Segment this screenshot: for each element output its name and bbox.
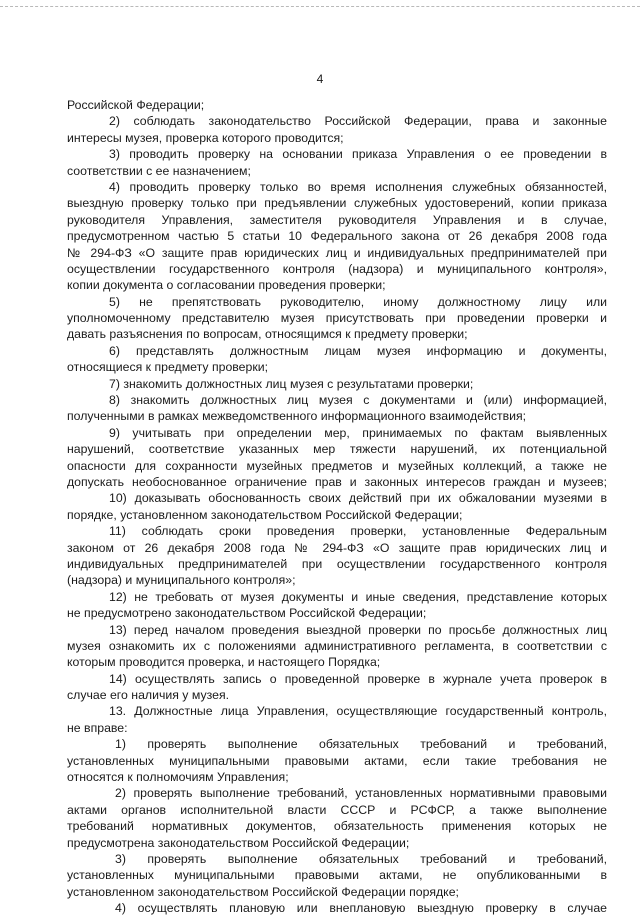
- text-line: № 294-ФЗ «О защите прав юридических лиц и индивидуальных предпринимателей при: [67, 245, 607, 260]
- text-line: 1) проверять выполнение обязательных требований и требований,: [115, 737, 607, 752]
- text-line: индивидуальных предпринимателей при осуществлении государственного контроля: [67, 556, 607, 571]
- text-line: установленном законодательством Российской Федерации порядке;: [67, 884, 459, 899]
- text-line: 11) соблюдать сроки проведения проверки, установленные Федеральным: [109, 524, 607, 539]
- text-line: 2) соблюдать законодательство Российской Федерации, права и законные: [109, 114, 607, 129]
- text-line: предусмотрена законодательством Российской Федерации;: [67, 835, 410, 850]
- text-line: Российской Федерации;: [67, 98, 205, 112]
- text-line: 4) проводить проверку только во время исполнения служебных обязанностей,: [109, 179, 607, 194]
- text-line: относящиеся к предмету проверки;: [67, 360, 269, 375]
- text-line: требований нормативных документов, обязательность применения которых не: [67, 819, 607, 834]
- text-line: не вправе:: [67, 720, 128, 735]
- text-line: 3) проверять выполнение обязательных требований и требований,: [115, 851, 607, 866]
- text-line: 14) осуществлять запись о проведенной проверке в журнале учета проверок в: [109, 671, 607, 686]
- text-line: актами органов исполнительной власти СССР и РСФСР, а также выполнение: [67, 802, 607, 817]
- text-line: интересы музея, проверка которого проводится;: [67, 130, 344, 145]
- page-number: 4: [316, 72, 324, 86]
- text-line: законом от 26 декабря 2008 года № 294-ФЗ «О защите прав юридических лиц и: [67, 540, 607, 555]
- text-line: установленных муниципальными правовыми актами, если такие требования не: [67, 753, 607, 768]
- text-line: 12) не требовать от музея документы и иные сведения, представление которых: [109, 589, 607, 604]
- text-line: 13. Должностные лица Управления, осуществляющие государственный контроль,: [109, 704, 607, 719]
- text-line: 2) проверять выполнение требований, установленных нормативными правовыми: [115, 786, 607, 801]
- text-line: нарушений, соответствие указанных мер тяжести нарушений, их потенциальной: [67, 442, 607, 457]
- text-line: 7) знакомить должностных лиц музея с результатами проверки;: [109, 376, 474, 391]
- text-line: руководителя Управления, заместителя руководителя Управления и в случае,: [67, 212, 607, 227]
- text-line: 3) проводить проверку на основании приказа Управления о ее проведении в: [109, 147, 607, 162]
- text-line: 9) учитывать при определении мер, принимаемых по фактам выявленных: [109, 425, 607, 440]
- text-line: относятся к полномочиям Управления;: [67, 770, 289, 785]
- text-line: не предусмотрено законодательством Российской Федерации;: [67, 606, 427, 621]
- text-line: уполномоченному представителю музея присутствовать при проведении проверки и: [67, 311, 607, 326]
- text-line: осуществлении государственного контроля (надзора) и муниципального контроля»,: [67, 261, 607, 276]
- text-line: 4) осуществлять плановую или внеплановую выездную проверку в случае: [115, 901, 607, 916]
- text-line: допускать необоснованное ограничение прав и законных интересов граждан и музеев;: [67, 474, 607, 489]
- text-line: случае его наличия у музея.: [67, 688, 230, 703]
- text-line: давать разъяснения по вопросам, относящимся к предмету проверки;: [67, 327, 468, 342]
- text-line: предусмотренном частью 5 статьи 10 Федерального закона от 26 декабря 2008 года: [67, 229, 607, 244]
- text-line: 10) доказывать обоснованность своих действий при их обжаловании музеями в: [109, 491, 607, 506]
- text-line: опасности для сохранности музейных предметов и музейных коллекций, а также не: [67, 458, 607, 473]
- text-line: 13) перед началом проведения выездной проверки по просьбе должностных лиц: [109, 622, 607, 637]
- scan-top-edge: [0, 6, 640, 9]
- text-line: (надзора) и муниципального контроля»;: [67, 573, 296, 588]
- text-line: копии документа о согласовании проведения проверки;: [67, 278, 386, 293]
- text-line: соответствии с ее назначением;: [67, 163, 251, 178]
- text-line: 6) представлять должностным лицам музея информацию и документы,: [109, 343, 607, 358]
- text-line: которым проводится проверка, и настоящего Порядка;: [67, 655, 381, 670]
- text-line: полученными в рамках межведомственного информационного взаимодействия;: [67, 409, 527, 424]
- text-line: порядке, установленном законодательством Российской Федерации;: [67, 507, 463, 522]
- text-line: музея ознакомить их с положениями административного регламента, в соответствии с: [67, 638, 607, 653]
- text-line: выездную проверку только при предъявлении служебных удостоверений, копии приказа: [67, 196, 607, 211]
- text-line: установленных муниципальными правовыми актами, не опубликованными в: [67, 868, 607, 883]
- document-body: [67, 97, 607, 917]
- text-line: 5) не препятствовать руководителю, иному должностному лицу или: [109, 294, 607, 309]
- text-line: 8) знакомить должностных лиц музея с документами и (или) информацией,: [109, 393, 607, 408]
